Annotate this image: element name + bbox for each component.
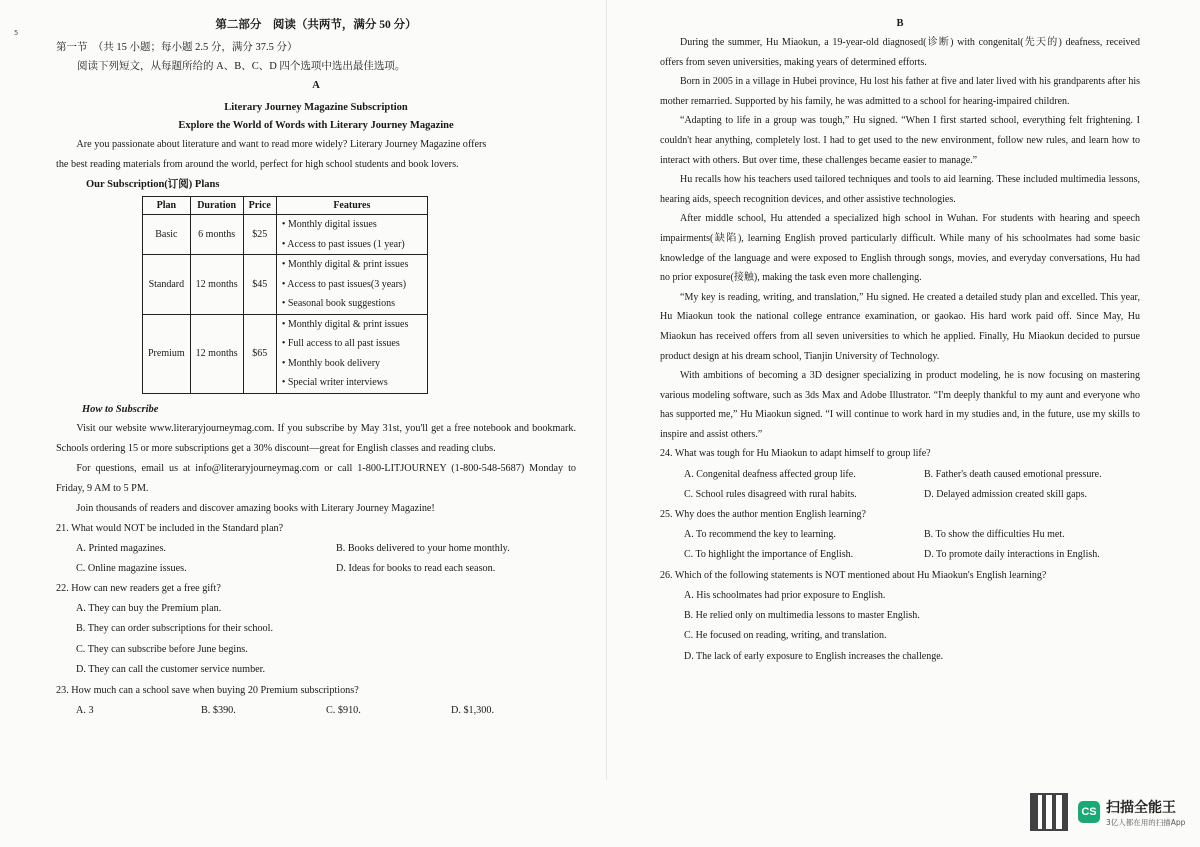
passage-b-paragraph-4: Hu recalls how his teachers used tailored techniques and tools to aid learning. These included multimedia lessons, hearing aids, speech recognition devices, and other assistive technologies. <box>660 174 1140 205</box>
passage-subtitle: Explore the World of Words with Literary Journey Magazine <box>178 120 454 131</box>
options-21-row1 <box>56 539 576 559</box>
option: B. Books delivered to your home monthly. <box>336 542 510 554</box>
option: C. Online magazine issues. <box>76 562 187 574</box>
options-25-row1 <box>660 525 1140 545</box>
plan-price: $45 <box>243 255 276 315</box>
option: A. Congenital deafness affected group life. <box>684 468 856 480</box>
passage-b-paragraph-2: Born in 2005 in a village in Hubei province, Hu lost his father at five and later lived with his grandparents after his mother remarried. Supported by his family, he was admitted to a school for hearing-impaired children. <box>660 76 1140 107</box>
passage-b-paragraph-6: “My key is reading, writing, and translation,” Hu signed. He created a detailed study plan and excelled. This year, Hu Miaokun took the national college entrance examination, or gaokao. His hard work paid off. Since May, Hu Miaokun has received offers from all seven universities to which he applied. Finally, Hu Miaokun decided to pursue product design at his dream school, Tianjin University of Technology. <box>660 291 1140 362</box>
passage-label-b: B <box>896 18 904 29</box>
option: B. They can order subscriptions for their school. <box>76 623 274 634</box>
options-21-row2 <box>56 559 576 579</box>
instruction: 阅读下列短文，从每题所给的 A、B、C、D 四个选项中选出最佳选项。 <box>77 61 406 72</box>
option: A. Printed magazines. <box>76 542 166 554</box>
option: A. His schoolmates had prior exposure to English. <box>684 589 886 601</box>
question-21: 21. What would NOT be included in the Standard plan? <box>56 522 284 534</box>
feature-item: • Full access to all past issues <box>281 338 400 349</box>
table-row <box>143 314 428 393</box>
table-header: Duration <box>190 197 243 215</box>
question-24: 24. What was tough for Hu Miaokun to adapt himself to group life? <box>660 448 931 460</box>
passage-b-paragraph-3: “Adapting to life in a group was tough,” Hu signed. “When I first started school, everything felt frightening. I couldn't hear anything, completely lost. I had to get used to the new environment, follow new rules, and learn how to interact with others. But over time, these challenges became easier to manage.” <box>660 115 1140 166</box>
how-paragraph-2: For questions, email us at info@literaryjourneymag.com or call 1-800-LITJOURNEY (1-800-548-5687) Monday to Friday, 9 AM to 5 PM. <box>56 462 576 494</box>
option: B. He relied only on multimedia lessons to master English. <box>684 610 920 622</box>
passage-title: Literary Journey Magazine Subscription <box>224 102 408 113</box>
plan-price: $25 <box>243 215 276 255</box>
table-row <box>143 255 428 315</box>
option: C. He focused on reading, writing, and translation. <box>684 630 887 642</box>
option: D. To promote daily interactions in English. <box>924 549 1100 561</box>
options-24-row1 <box>660 465 1140 485</box>
feature-item: • Monthly book delivery <box>281 357 381 369</box>
feature-item: • Access to past issues(3 years) <box>281 278 407 290</box>
options-25-row2 <box>660 545 1140 565</box>
passage-label-a: A <box>312 80 320 91</box>
option: D. Ideas for books to read each season. <box>336 562 496 574</box>
passage-b-paragraph-1: During the summer, Hu Miaokun, a 19-year-old diagnosed(诊断) with congenital(先天的) deafness, received offers from seven universities, making years of determined efforts. <box>660 37 1140 68</box>
plan-features <box>276 255 427 315</box>
plan-duration: 6 months <box>190 215 243 255</box>
plan-price: $65 <box>243 314 276 393</box>
how-paragraph-1: Visit our website www.literaryjourneymag.com. If you subscribe by May 31st, you'll get a free notebook and bookmark. Schools ordering 15 or more subscriptions get a 30% discount—great for English classes and reading clubs. <box>56 422 576 454</box>
plan-duration: 12 months <box>190 255 243 315</box>
scanner-watermark <box>1030 793 1185 831</box>
table-header: Features <box>276 197 427 215</box>
option: B. Father's death caused emotional pressure. <box>924 468 1102 480</box>
question-26: 26. Which of the following statements is NOT mentioned about Hu Miaokun's English learning? <box>660 569 1047 581</box>
qr-code-icon <box>1030 793 1068 831</box>
feature-item: • Access to past issues (1 year) <box>281 238 405 250</box>
plan-name: Basic <box>143 215 191 255</box>
option: C. School rules disagreed with rural habits. <box>684 488 857 500</box>
option: B. $390. <box>201 704 236 716</box>
option: D. They can call the customer service number. <box>76 664 266 675</box>
option: B. To show the difficulties Hu met. <box>924 529 1065 541</box>
question-25: 25. Why does the author mention English learning? <box>660 509 866 521</box>
options-23 <box>56 701 576 721</box>
how-paragraph-3: Join thousands of readers and discover amazing books with Literary Journey Magazine! <box>76 502 435 514</box>
intro-line-2: the best reading materials from around the world, perfect for high school students and book lovers. <box>56 159 459 170</box>
plan-duration: 12 months <box>190 314 243 393</box>
subscription-table <box>142 196 428 394</box>
feature-item: • Special writer interviews <box>281 377 388 388</box>
passage-b-paragraph-7: With ambitions of becoming a 3D designer specializing in product modeling, he is now focusing on mastering various modeling software, such as 3ds Max and Adobe Illustrator. “I'm deeply thankful to my aunt and everyone who has supported me,” Hu Miaokun signed. “I will continue to work hard in my studies and, in the future, use my skills to inspire and assist others.” <box>660 370 1140 440</box>
option: C. $910. <box>326 704 361 716</box>
option: A. To recommend the key to learning. <box>684 529 836 541</box>
option: D. Delayed admission created skill gaps. <box>924 488 1088 500</box>
option: C. To highlight the importance of English. <box>684 549 854 561</box>
page-fold-divider <box>606 0 607 780</box>
question-22: 22. How can new readers get a free gift? <box>56 582 221 594</box>
passage-b-paragraph-5: After middle school, Hu attended a specialized high school in Wuhan. For students with hearing and speech impairments(缺陷), learning English proved particularly difficult. While many of his schoolmates had some basic knowledge of the language and were exposed to English through songs, movies, and everyday conversations, Hu had no prior exposure(接触), making the task even more challenging. <box>660 213 1140 284</box>
plan-name: Standard <box>143 255 191 315</box>
feature-item: • Monthly digital issues <box>281 219 377 230</box>
plan-features <box>276 215 427 255</box>
left-column <box>56 14 576 721</box>
option: A. They can buy the Premium plan. <box>76 602 222 614</box>
intro-line-1: Are you passionate about literature and want to read more widely? Literary Journey Magazine offers <box>76 139 487 150</box>
table-header: Plan <box>143 197 191 215</box>
right-column <box>660 14 1140 667</box>
option: A. 3 <box>76 704 94 716</box>
camscanner-logo-icon: CS <box>1078 801 1100 823</box>
section-heading: 第一节 （共 15 小题；每小题 2.5 分，满分 37.5 分） <box>56 42 298 53</box>
option: D. $1,300. <box>451 704 495 716</box>
plan-name: Premium <box>143 314 191 393</box>
question-23: 23. How much can a school save when buying 20 Premium subscriptions? <box>56 684 359 696</box>
part-title: 第二部分 阅读（共两节，满分 50 分） <box>215 19 417 31</box>
how-to-subscribe-heading: How to Subscribe <box>82 403 159 415</box>
table-header: Price <box>243 197 276 215</box>
options-24-row2 <box>660 485 1140 505</box>
binding-edge-marks: 5 <box>14 29 19 37</box>
table-row <box>143 215 428 255</box>
watermark-tagline: 3亿人都在用的扫描App <box>1106 817 1186 827</box>
watermark-text <box>1106 797 1185 828</box>
subscription-heading: Our Subscription(订阅) Plans <box>86 179 220 190</box>
feature-item: • Monthly digital & print issues <box>281 259 409 270</box>
option: D. The lack of early exposure to English increases the challenge. <box>684 650 944 662</box>
feature-item: • Seasonal book suggestions <box>281 298 396 309</box>
watermark-app-name: 扫描全能王 <box>1106 799 1176 816</box>
plan-features <box>276 314 427 393</box>
option: C. They can subscribe before June begins. <box>76 643 248 655</box>
feature-item: • Monthly digital & print issues <box>281 318 409 330</box>
